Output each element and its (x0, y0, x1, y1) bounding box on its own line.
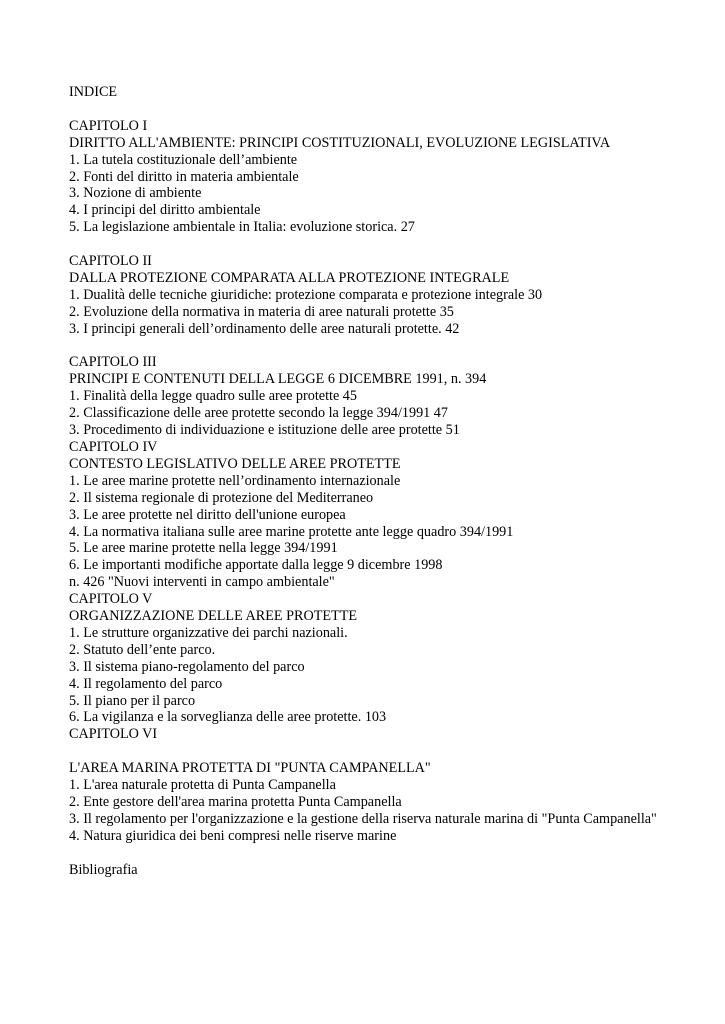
spacer (69, 101, 699, 118)
toc-item: 2. Il sistema regionale di protezione del Mediterraneo (69, 489, 374, 506)
toc-item: n. 426 "Nuovi interventi in campo ambientale" (69, 574, 335, 591)
toc-item: 1. Finalità della legge quadro sulle aree protette 45 (69, 388, 357, 405)
table-of-contents (69, 84, 699, 879)
toc-item: 1. Le aree marine protette nell’ordinamento internazionale (69, 472, 401, 489)
toc-item: 3. Nozione di ambiente (69, 185, 202, 202)
toc-item: 2. Fonti del diritto in materia ambientale (69, 168, 299, 185)
toc-item: 2. Evoluzione della normativa in materia di aree naturali protette 35 (69, 303, 454, 320)
chapter-title: CAPITOLO IV (69, 438, 158, 455)
toc-item: 3. Il regolamento per l'organizzazione e la gestione della riserva naturale marina di "Punta Campanella" (69, 810, 657, 827)
toc-item: 1. La tutela costituzionale dell’ambiente (69, 151, 298, 168)
toc-item: 1. Dualità delle tecniche giuridiche: protezione comparata e protezione integrale 30 (69, 286, 543, 303)
spacer (69, 338, 699, 355)
spacer (69, 743, 699, 760)
chapter-title: CAPITOLO V (69, 591, 153, 608)
toc-item: 3. Le aree protette nel diritto dell'unione europea (69, 506, 346, 523)
toc-item: 6. La vigilanza e la sorveglianza delle aree protette. 103 (69, 709, 387, 726)
spacer (69, 236, 699, 253)
chapter-title: CAPITOLO III (69, 354, 157, 371)
toc-item: 5. Il piano per il parco (69, 692, 196, 709)
toc-item: 3. Il sistema piano-regolamento del parco (69, 658, 305, 675)
toc-item: 5. Le aree marine protette nella legge 394/1991 (69, 540, 338, 557)
chapter-title: CAPITOLO II (69, 253, 152, 270)
chapter-subtitle: PRINCIPI E CONTENUTI DELLA LEGGE 6 DICEMBRE 1991, n. 394 (69, 371, 487, 388)
toc-item: 3. Procedimento di individuazione e istituzione delle aree protette 51 (69, 422, 460, 439)
index-heading: INDICE (69, 84, 118, 100)
toc-item: 4. Natura giuridica dei beni compresi nelle riserve marine (69, 827, 397, 844)
bibliography-heading: Bibliografia (69, 861, 138, 878)
toc-item: 1. Le strutture organizzative dei parchi nazionali. (69, 624, 348, 641)
chapter-subtitle: L'AREA MARINA PROTETTA DI "PUNTA CAMPANELLA" (69, 760, 431, 777)
toc-item: 5. La legislazione ambientale in Italia: evoluzione storica. 27 (69, 219, 415, 236)
chapter-subtitle: DIRITTO ALL'AMBIENTE: PRINCIPI COSTITUZIONALI, EVOLUZIONE LEGISLATIVA (69, 134, 611, 151)
chapter-title: CAPITOLO I (69, 117, 148, 134)
chapter-subtitle: CONTESTO LEGISLATIVO DELLE AREE PROTETTE (69, 455, 401, 472)
chapter-subtitle: ORGANIZZAZIONE DELLE AREE PROTETTE (69, 608, 358, 625)
toc-item: 6. Le importanti modifiche apportate dalla legge 9 dicembre 1998 (69, 557, 443, 574)
toc-item: 2. Classificazione delle aree protette secondo la legge 394/1991 47 (69, 405, 448, 422)
toc-item: 4. La normativa italiana sulle aree marine protette ante legge quadro 394/1991 (69, 523, 514, 540)
toc-item: 3. I principi generali dell’ordinamento delle aree naturali protette. 42 (69, 320, 460, 337)
chapter-subtitle: DALLA PROTEZIONE COMPARATA ALLA PROTEZIONE INTEGRALE (69, 269, 510, 286)
toc-item: 2. Ente gestore dell'area marina protetta Punta Campanella (69, 794, 402, 810)
toc-item: 4. I principi del diritto ambientale (69, 202, 261, 219)
toc-item: 2. Statuto dell’ente parco. (69, 641, 216, 658)
spacer (69, 845, 699, 862)
toc-item: 1. L'area naturale protetta di Punta Campanella (69, 777, 336, 794)
toc-item: 4. Il regolamento del parco (69, 675, 223, 692)
chapter-title: CAPITOLO VI (69, 726, 158, 743)
